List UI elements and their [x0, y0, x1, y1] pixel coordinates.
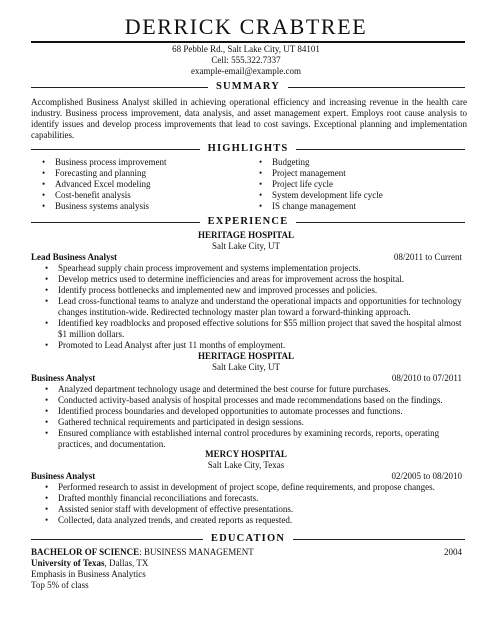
job-bullet: • Performed research to assist in development of project scope, define requirements, and propose changes. — [31, 482, 467, 493]
contact-address: 68 Pebble Rd., Salt Lake City, UT 84101 — [172, 44, 320, 54]
school-name: University of Texas — [31, 558, 105, 568]
highlight-item: • Budgeting — [255, 157, 465, 168]
highlights-right-list — [255, 157, 465, 212]
contact-email: example-email@example.com — [191, 66, 301, 76]
highlight-item: • Advanced Excel modeling — [38, 179, 238, 190]
job-bullets — [31, 384, 467, 450]
job-bullets — [31, 482, 467, 526]
job-dates: 08/2011 to Current — [393, 252, 462, 262]
highlights-left-list — [38, 157, 238, 212]
experience-heading — [31, 216, 465, 228]
job-bullet: • Promoted to Lead Analyst after just 11 months of employment. — [31, 340, 467, 351]
education-honor: Top 5% of class — [31, 580, 89, 590]
summary-heading — [31, 81, 465, 93]
education-year: 2004 — [444, 547, 462, 557]
section-rule-right — [293, 539, 465, 540]
job-bullet: • Conducted activity-based analysis of hospital processes and made recommendations based on the findings. — [31, 395, 467, 406]
highlight-item: • IS change management — [255, 201, 465, 212]
education-degree-line — [31, 547, 254, 558]
section-rule-right — [296, 222, 465, 223]
section-rule-left — [31, 87, 208, 88]
section-rule-left — [31, 539, 203, 540]
contact-cell: Cell: 555.322.7337 — [211, 55, 281, 65]
job-bullet: • Identified process boundaries and developed opportunities to automate processes and functions. — [31, 406, 467, 417]
job-employer: MERCY HOSPITAL — [205, 449, 287, 459]
header-divider — [31, 41, 465, 43]
job-bullet: • Identify process bottlenecks and implemented new and improved processes and policies. — [31, 285, 467, 296]
job-bullet: • Analyzed department technology usage and determined the best course for future purchases. — [31, 384, 467, 395]
job-bullet: • Assisted senior staff with development of effective presentations. — [31, 504, 467, 515]
highlight-item: • System development life cycle — [255, 190, 465, 201]
job-location: Salt Lake City, UT — [212, 362, 280, 372]
job-employer: HERITAGE HOSPITAL — [198, 230, 294, 240]
section-title: EXPERIENCE — [207, 216, 289, 227]
section-rule-right — [296, 149, 465, 150]
job-bullet: • Identified key roadblocks and proposed effective solutions for $55 million project that saved the hospital almost $1 million dollars. — [31, 318, 467, 340]
job-location: Salt Lake City, UT — [212, 241, 280, 251]
section-title: HIGHLIGHTS — [207, 143, 289, 154]
section-title: SUMMARY — [215, 81, 281, 92]
job-bullet: • Collected, data analyzed trends, and created reports as requested. — [31, 515, 467, 526]
job-bullet: • Lead cross-functional teams to analyze and understand the operational impacts and opportunities for technology changes institution-wide. Redirected technology master plan toward a forward-thinking approach. — [31, 296, 467, 318]
job-employer: HERITAGE HOSPITAL — [198, 351, 294, 361]
job-title: Business Analyst — [31, 373, 96, 383]
job-dates: 02/2005 to 08/2010 — [391, 471, 462, 481]
job-dates: 08/2010 to 07/2011 — [391, 373, 462, 383]
section-title: EDUCATION — [210, 533, 286, 544]
highlight-item: • Project life cycle — [255, 179, 465, 190]
job-bullet: • Ensured compliance with established internal control procedures by examining records, reports, operating practices, and documentation. — [31, 428, 467, 450]
section-rule-left — [31, 149, 200, 150]
highlight-item: • Business process improvement — [38, 157, 238, 168]
education-emphasis: Emphasis in Business Analytics — [31, 569, 146, 579]
highlight-item: • Business systems analysis — [38, 201, 238, 212]
job-bullet: • Drafted monthly financial reconciliations and forecasts. — [31, 493, 467, 504]
section-rule-left — [31, 222, 200, 223]
summary-text: Accomplished Business Analyst skilled in achieving operational efficiency and increasing revenue in the health care industry. Business process improvement, data analysis, and asset management expert. Employs root cause analysis to identify issues and develop process improvements that lead to cost savings. Exceptional planning and implementation capabilities. — [31, 97, 467, 140]
highlights-heading — [31, 143, 465, 155]
degree-field: : BUSINESS MANAGEMENT — [139, 547, 254, 557]
education-school-line — [31, 558, 148, 569]
highlight-item: • Cost-benefit analysis — [38, 190, 238, 201]
section-rule-right — [288, 87, 465, 88]
highlight-item: • Forecasting and planning — [38, 168, 238, 179]
job-bullet: • Develop metrics used to determine inefficiencies and areas for improvement across the hospital. — [31, 274, 467, 285]
candidate-name: DERRICK CRABTREE — [124, 14, 368, 39]
job-bullet: • Gathered technical requirements and participated in design sessions. — [31, 417, 467, 428]
highlight-item: • Project management — [255, 168, 465, 179]
job-location: Salt Lake City, Texas — [207, 460, 285, 470]
degree-name: BACHELOR OF SCIENCE — [31, 547, 140, 557]
job-title: Business Analyst — [31, 471, 96, 481]
job-bullet: • Spearhead supply chain process improvement and systems implementation projects. — [31, 263, 467, 274]
job-title: Lead Business Analyst — [31, 252, 118, 262]
education-heading — [31, 533, 465, 545]
job-bullets — [31, 263, 467, 351]
school-city: , Dallas, TX — [104, 558, 149, 568]
